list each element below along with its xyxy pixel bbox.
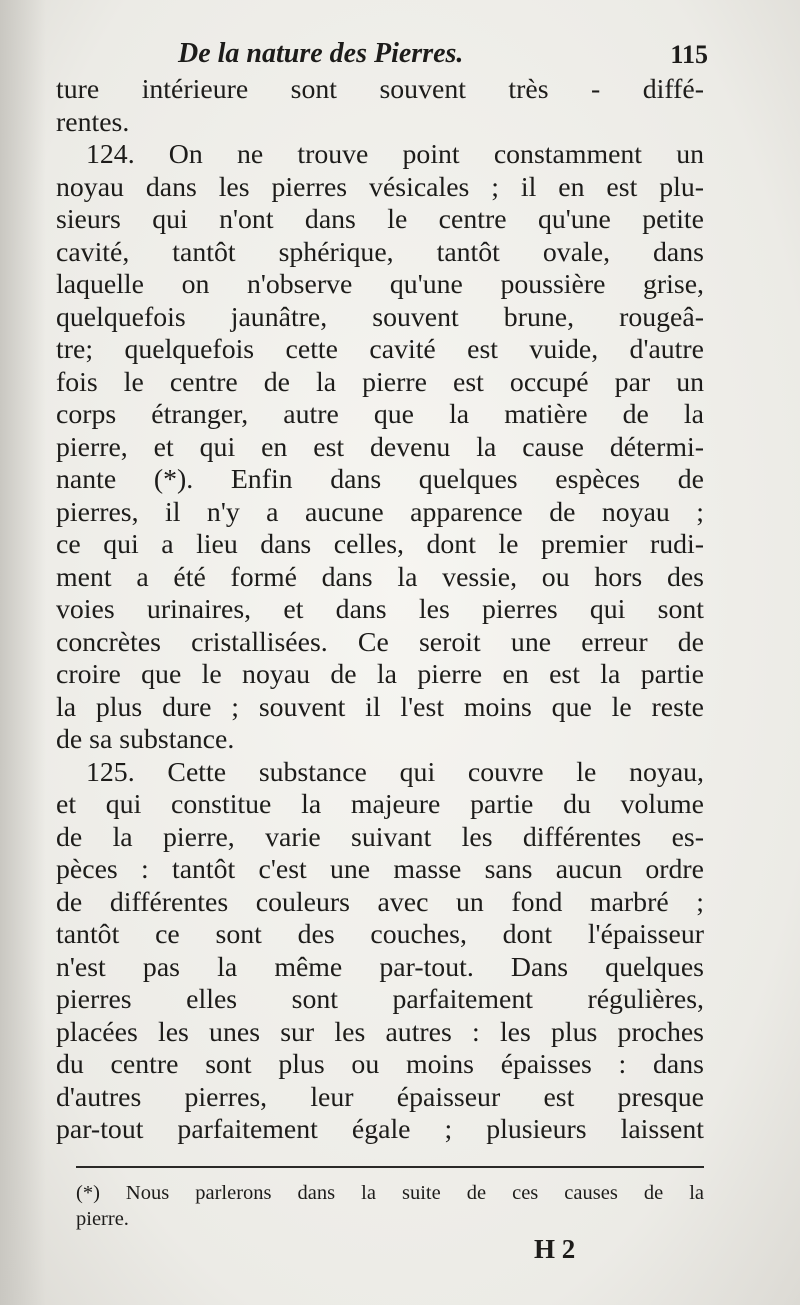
text-line: tantôt ce sont des couches, dont l'épaisseur	[56, 919, 704, 950]
paragraph-125-start: 125. Cette substance qui couvre le noyau,	[86, 756, 704, 788]
text-line: tre; quelquefois cette cavité est vuide, d'autre	[56, 334, 704, 365]
text-line: de sa substance.	[56, 724, 235, 755]
text-line: sieurs qui n'ont dans le centre qu'une petite	[56, 204, 704, 235]
text-line: corps étranger, autre que la matière de la	[56, 399, 704, 430]
text-line: cavité, tantôt sphérique, tantôt ovale, dans	[56, 236, 704, 268]
text-line: pierre, et qui en est devenu la cause détermi-	[56, 431, 704, 463]
text-line: croire que le noyau de la pierre en est la partie	[56, 659, 704, 690]
text-line: placées les unes sur les autres : les plus proches	[56, 1016, 704, 1048]
signature-mark: H 2	[534, 1234, 576, 1264]
page-number: 115	[670, 40, 708, 69]
text-line: pierres elles sont parfaitement régulières,	[56, 984, 704, 1015]
text-line: fois le centre de la pierre est occupé par un	[56, 366, 704, 398]
footnote-divider	[76, 1166, 704, 1168]
text-line: concrètes cristallisées. Ce seroit une erreur de	[56, 626, 704, 658]
text-line: par-tout parfaitement égale ; plusieurs laissent	[56, 1114, 704, 1145]
text-line: rentes.	[56, 106, 130, 138]
text-line: n'est pas la même par-tout. Dans quelques	[56, 951, 704, 983]
text-line: et qui constitue la majeure partie du volume	[56, 789, 704, 820]
text-line: voies urinaires, et dans les pierres qui sont	[56, 594, 704, 625]
body-text	[56, 74, 704, 1147]
page-header	[178, 38, 708, 78]
footnote	[76, 1180, 704, 1232]
text-line: ment a été formé dans la vessie, ou hors des	[56, 561, 704, 593]
paragraph-124-start: 124. On ne trouve point constamment un	[86, 139, 704, 170]
text-line: ce qui a lieu dans celles, dont le premier rudi-	[56, 529, 704, 560]
text-line: la plus dure ; souvent il l'est moins que le reste	[56, 691, 704, 723]
footnote-line: (*) Nous parlerons dans la suite de ces causes de la	[76, 1182, 704, 1204]
footnote-line: pierre.	[76, 1208, 129, 1230]
text-line: pèces : tantôt c'est une masse sans aucun ordre	[56, 854, 704, 885]
text-line: laquelle on n'observe qu'une poussière grise,	[56, 269, 704, 300]
page-edge-shadow	[0, 0, 46, 1305]
text-line: ture intérieure sont souvent très - diffé-	[56, 74, 704, 105]
text-line: noyau dans les pierres vésicales ; il en est plu-	[56, 171, 704, 203]
text-line: de la pierre, varie suivant les différentes es-	[56, 821, 704, 853]
text-line: nante (*). Enfin dans quelques espèces de	[56, 464, 704, 495]
text-line: du centre sont plus ou moins épaisses : dans	[56, 1049, 704, 1080]
text-line: de différentes couleurs avec un fond marbré ;	[56, 886, 704, 918]
text-line: d'autres pierres, leur épaisseur est presque	[56, 1081, 704, 1113]
running-title: De la nature des Pierres.	[178, 38, 464, 69]
text-line: pierres, il n'y a aucune apparence de noyau ;	[56, 496, 704, 528]
text-line: quelquefois jaunâtre, souvent brune, rougeâ-	[56, 301, 704, 333]
